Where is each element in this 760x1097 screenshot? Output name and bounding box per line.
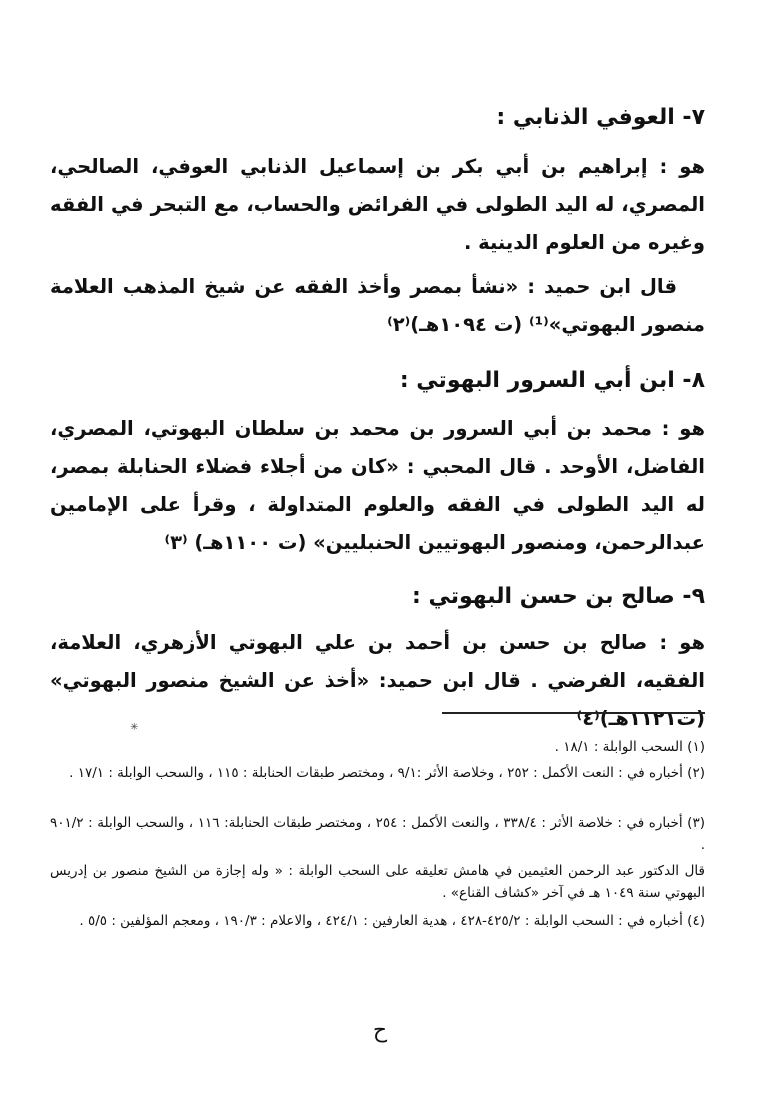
footnote-2: (٢) أخباره في : النعت الأكمل : ٢٥٢ ، وخلاصة الأثر :٩/١ ، ومختصر طبقات الحنابلة : ١١٥ ، والسحب الوابلة : ١٧/١ . xyxy=(69,765,705,781)
entry-9-paragraph-1: هو : صالح بن حسن بن أحمد بن علي البهوتي الأزهري، العلامة، الفقيه، الفرضي . قال ابن حميد: «أخذ عن الشيخ منصور البهوتي» (ت١١٢١هـ)⁽٤⁾ xyxy=(50,631,705,730)
entry-heading-8: ٨- ابن أبي السرور البهوتي : xyxy=(399,368,705,393)
entry-7-paragraph-1: هو : إبراهيم بن أبي بكر بن إسماعيل الذنابي العوفي، الصالحي، المصري، له اليد الطولى في الفرائض والحساب، مع التبحر في الفقه وغيره من العلوم الدينية . xyxy=(50,155,705,254)
page-number: ح xyxy=(372,1018,388,1043)
footnote-1: (١) السحب الوابلة : ١٨/١ . xyxy=(554,739,705,755)
footnote-3: (٣) أخباره في : خلاصة الأثر : ٣٣٨/٤ ، والنعت الأكمل : ٢٥٤ ، ومختصر طبقات الحنابلة: ١١٦ ، والسحب الوابلة : ٩٠١/٢ . xyxy=(50,815,705,853)
entry-7-paragraph-2: قال ابن حميد : «نشأ بمصر وأخذ الفقه عن شيخ المذهب العلامة منصور البهوتي»⁽¹⁾ (ت ١٠٩٤هـ)⁽٢⁾ xyxy=(50,275,705,336)
footnote-separator xyxy=(442,712,705,714)
footnote-4: (٤) أخباره في : السحب الوابلة : ٤٢٥/٢-٤٢٨ ، هدية العارفين : ٤٢٤/١ ، والاعلام : ١٩٠/٣ ، ومعجم المؤلفين : ٥/٥ . xyxy=(79,913,705,929)
entry-heading-7: ٧- العوفي الذنابي : xyxy=(496,105,705,130)
entry-8-paragraph-1: هو : محمد بن أبي السرور بن محمد بن سلطان البهوتي، المصري، الفاضل، الأوحد . قال المحبي : «كان من أجلاء فضلاء الحنابلة بمصر، له اليد الطولى في الفقه والعلوم المتداولة ، وقرأ على الإمامين عبدالرحمن، ومنصور البهوتيين الحنبليين» (ت ١١٠٠هـ) ⁽٣⁾ xyxy=(50,417,705,554)
entry-heading-9: ٩- صالح بن حسن البهوتي : xyxy=(411,584,705,609)
scan-speck: ✳ xyxy=(130,722,139,733)
footnote-3-note: قال الدكتور عبد الرحمن العثيمين في هامش تعليقه على السحب الوابلة : « وله إجازة من الشيخ منصور بن إدريس البهوتي سنة ١٠٤٩ هـ في آخر «كشاف القناع» . xyxy=(50,863,705,901)
